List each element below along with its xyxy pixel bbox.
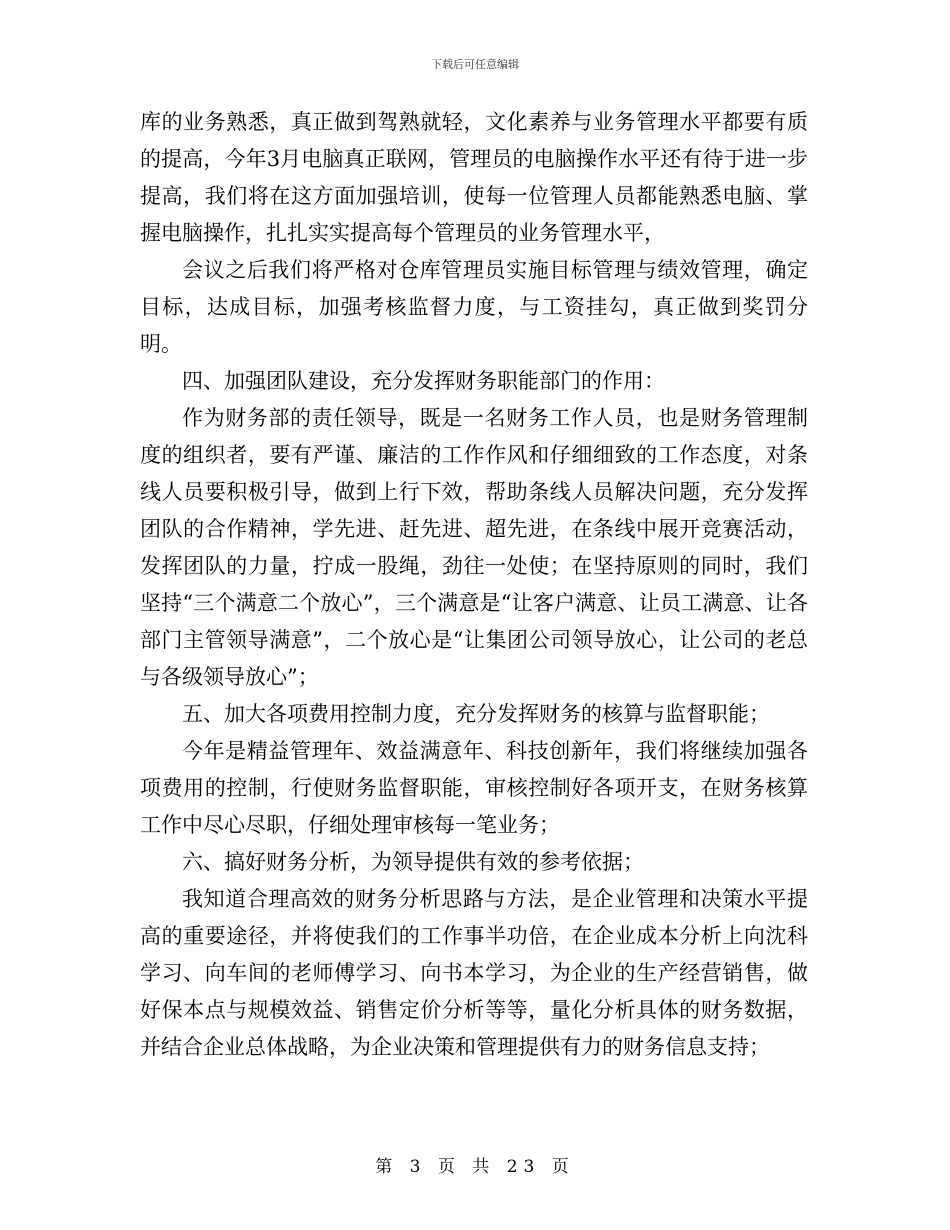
section-heading-6: 六、搞好财务分析，为领导提供有效的参考依据； <box>182 850 644 874</box>
paragraph-5: 我知道合理高效的财务分析思路与方法，是企业管理和决策水平提高的重要途径，并将使我们的工作事半功倍，在企业成本分析上向沈科学习、向车间的老师傅学习、向书本学习，为企业的生产经营销售，做好保本点与规模效益、销售定价分析等等，量化分析具体的财务数据，并结合企业总体战略，为企业决策和管理提供有力的财务信息支持； <box>140 887 808 1059</box>
paragraph-1: 库的业务熟悉，真正做到驾熟就轻，文化素养与业务管理水平都要有质的提高，今年3月电脑真正联网，管理员的电脑操作水平还有待于进一步提高，我们将在这方面加强培训，使每一位管理人员都能熟悉电脑、掌握电脑操作，扎扎实实提高每个管理员的业务管理水平， <box>140 110 808 245</box>
section-heading-5: 五、加大各项费用控制力度，充分发挥财务的核算与监督职能； <box>182 702 770 726</box>
page-header-note: 下载后可任意编辑 <box>431 58 519 71</box>
paragraph-3: 作为财务部的责任领导，既是一名财务工作人员，也是财务管理制度的组织者，要有严谨、廉洁的工作作风和仔细细致的工作态度，对条线人员要积极引导，做到上行下效，帮助条线人员解决问题，充分发挥团队的合作精神，学先进、赶先进、超先进，在条线中展开竞赛活动，发挥团队的力量，拧成一股绳，劲往一处使；在坚持原则的同时，我们坚持“三个满意二个放心”，三个满意是“让客户满意、让员工满意、让各部门主管领导满意”，二个放心是“让集团公司领导放心，让公司的老总与各级领导放心”； <box>140 406 808 689</box>
paragraph-4: 今年是精益管理年、效益满意年、科技创新年，我们将继续加强各项费用的控制，行使财务监督职能，审核控制好各项开支，在财务核算工作中尽心尽职，仔细处理审核每一笔业务； <box>140 739 808 837</box>
paragraph-2: 会议之后我们将严格对仓库管理员实施目标管理与绩效管理，确定目标，达成目标，加强考核监督力度，与工资挂勾，真正做到奖罚分明。 <box>140 258 808 356</box>
document-body <box>140 104 808 1066</box>
page-number: 第 3 页 共 23 页 <box>375 1157 575 1177</box>
section-heading-4: 四、加强团队建设，充分发挥财务职能部门的作用： <box>182 369 665 393</box>
